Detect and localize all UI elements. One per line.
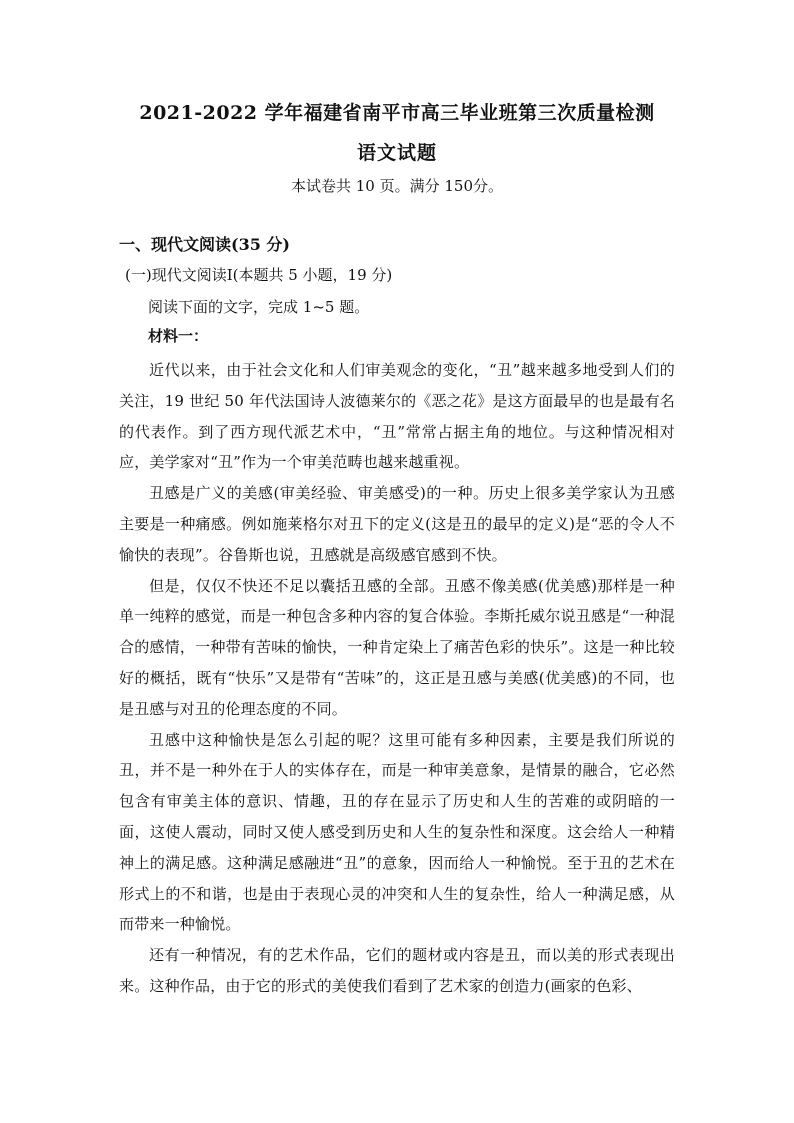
- passage-paragraph: 丑感是广义的美感(审美经验、审美感受)的一种。历史上很多美学家认为丑感主要是一种痛感。例如施莱格尔对丑下的定义(这是丑的最早的定义)是“恶的令人不愉快的表现”。谷鲁斯也说，丑感就是高级感官感到不快。: [119, 484, 675, 564]
- passage-paragraph: 但是，仅仅不快还不足以囊括丑感的全部。丑感不像美感(优美感)那样是一种单一纯粹的感觉，而是一种包含多种内容的复合体验。李斯托威尔说丑感是“一种混合的感情，一种带有苦味的愉快，一种肯定染上了痛苦色彩的快乐”。这是一种比较好的概括，既有“快乐”又是带有“苦味”的，这正是丑感与美感(优美感)的不同，也是丑感与对丑的伦理态度的不同。: [119, 576, 675, 718]
- passage-paragraph: 近代以来，由于社会文化和人们审美观念的变化，“丑”越来越多地受到人们的关注，19 世纪 50 年代法国诗人波德莱尔的《恶之花》是这方面最早的也是最有名的代表作。到了西方现代派艺术中，“丑”常常占据主角的地位。与这种情况相对应，美学家对“丑”作为一个审美范畴也越来越重视。: [119, 361, 675, 472]
- reading-instruction: 阅读下面的文字，完成 1~5 题。: [148, 298, 370, 316]
- exam-info: 本试卷共 10 页。满分 150分。: [290, 177, 504, 195]
- passage-paragraph: 还有一种情况，有的艺术作品，它们的题材或内容是丑，而以美的形式表现出来。这种作品，由于它的形式的美使我们看到了艺术家的创造力(画家的色彩、: [119, 946, 675, 995]
- section-heading: 一、现代文阅读(35 分): [119, 235, 290, 254]
- subsection-heading: (一)现代文阅读Ⅰ(本题共 5 小题，19 分): [125, 266, 393, 284]
- passage-paragraph: 丑感中这种愉快是怎么引起的呢？这里可能有多种因素，主要是我们所说的丑，并不是一种外在于人的实体存在，而是一种审美意象，是情景的融合，它必然包含有审美主体的意识、情趣，丑的存在显示了历史和人生的苦难的或阴暗的一面，这使人震动，同时又使人感受到历史和人生的复杂性和深度。这会给人一种精神上的满足感。这种满足感融进“丑”的意象，因而给人一种愉悦。至于丑的艺术在形式上的不和谐，也是由于表现心灵的冲突和人生的复杂性，给人一种满足感，从而带来一种愉悦。: [119, 730, 675, 934]
- material-label: 材料一：: [148, 327, 209, 345]
- passage-body: [119, 355, 675, 1002]
- subject-title: 语文试题: [356, 142, 437, 164]
- document-title: 2021-2022 学年福建省南平市高三毕业班第三次质量检测: [139, 102, 655, 124]
